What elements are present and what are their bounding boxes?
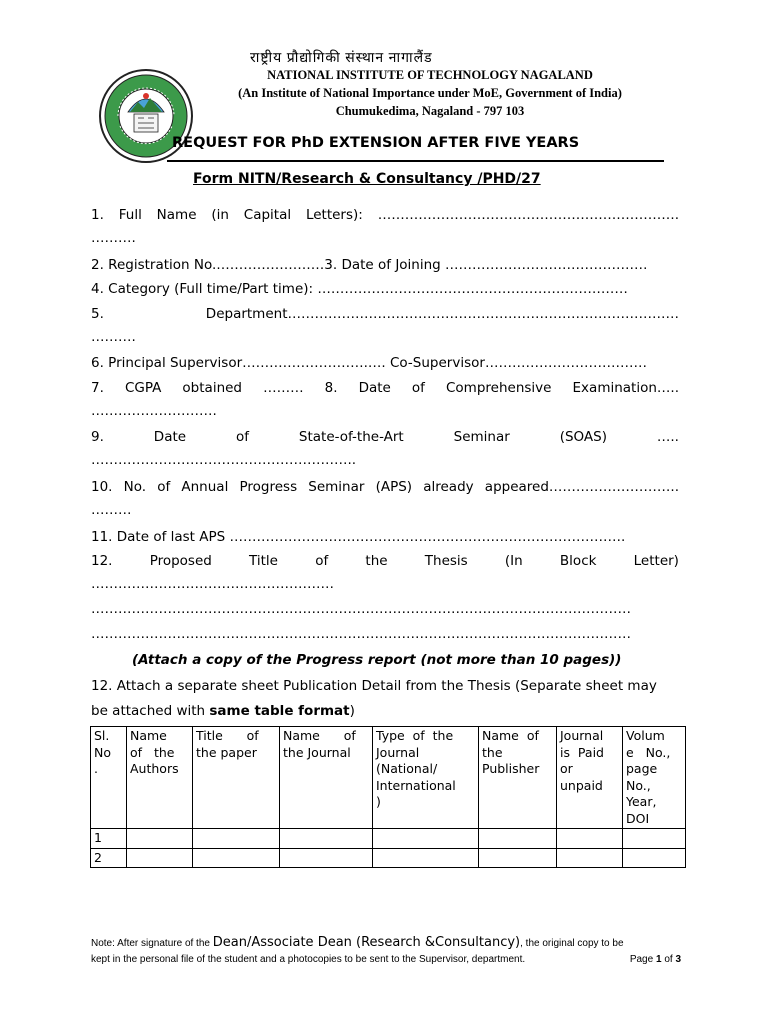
field-label-word: (in [211,207,229,223]
field-aps-continuation[interactable]: ……… [91,502,132,518]
table-cell[interactable] [127,848,193,868]
field-label-word: obtained [182,380,242,396]
field-number: 9. [91,429,104,445]
field-blank[interactable]: Department…………………………………………………………………………… [205,306,679,322]
field-label-word: CGPA [124,380,162,396]
header-text: Sl. [94,728,110,743]
header-text: No [94,744,111,760]
instruction-text: be attached with [91,703,210,719]
header-text: . [94,761,98,776]
header-text: Type of the [376,728,454,743]
table-header-row [91,727,686,829]
note-text: Note: After signature of the [91,938,213,949]
field-number: 12. [91,553,113,569]
header-text: Name of [482,728,539,743]
header-text: (National/ [376,761,438,776]
column-header-publisher [479,727,557,829]
title-divider [167,160,664,162]
header-text: Journal [376,744,420,760]
header-text: Name [130,728,167,743]
header-text: e No., [626,744,671,760]
field-soas-continuation[interactable]: ………………………………………………….. [91,452,357,468]
header-text: No., [626,777,651,793]
field-label-word: Name [156,207,197,223]
table-cell[interactable] [280,848,373,868]
table-cell[interactable] [127,829,193,849]
field-label-word: Date [358,380,391,396]
column-header-volume-doi [623,727,686,829]
field-soas-date[interactable] [91,427,679,447]
field-department-continuation[interactable]: ………. [91,329,136,345]
instruction-text: ) [349,703,355,719]
column-header-sl-no [91,727,127,829]
field-supervisors[interactable]: 6. Principal Supervisor……………………….…. Co-Supervisor……………………………… [91,355,647,371]
table-cell[interactable] [479,848,557,868]
table-cell[interactable] [479,829,557,849]
field-label-word: No. [123,479,147,495]
note-text: , the original copy to be [520,938,624,949]
field-label-word: (SOAS) [559,429,607,445]
footer-note [91,935,681,968]
field-full-name[interactable] [91,205,679,225]
field-label-word: Letters): [305,207,363,223]
table-cell[interactable] [623,848,686,868]
field-label-word: Seminar [308,479,365,495]
field-cgpa-comprehensive[interactable] [91,378,679,398]
field-label-word: Letter) [633,553,679,569]
header-text: Journal [560,728,604,743]
publication-instruction-line-2 [91,701,679,721]
header-text: Year, [626,794,657,809]
header-text: Title of [196,728,259,743]
institute-address: Chumukedima, Nagaland - 797 103 [335,104,525,118]
field-label-word: of [315,553,329,569]
note-emphasis: Dean/Associate Dean (Research &Consultancy) [212,935,521,950]
field-category[interactable]: 4. Category (Full time/Part time): …………………………………………………………… [91,281,628,297]
header-text: or [560,761,573,776]
table-cell[interactable] [623,829,686,849]
footer-note-line-2 [91,952,681,968]
header-text: Publisher [482,761,540,776]
column-header-journal-type [373,727,479,829]
field-department[interactable] [91,304,679,324]
table-row [91,848,686,868]
field-label-word: (In [504,553,523,569]
field-label-word: Capital [243,207,292,223]
field-number: 1. [91,207,104,223]
page-of: of [664,954,673,965]
field-label-word: already [423,479,474,495]
header-text: ) [376,794,381,809]
column-header-paid-unpaid [557,727,623,829]
field-label-word: Date [153,429,187,445]
header-text: unpaid [560,777,603,793]
row-number: 1 [91,829,127,849]
field-label-word: of [157,479,171,495]
institute-subtitle: (An Institute of National Importance under MoE, Government of India) [238,86,622,100]
field-number: 7. [91,380,104,396]
form-title: REQUEST FOR PhD EXTENSION AFTER FIVE YEARS [172,135,580,151]
field-label-word: Seminar [453,429,510,445]
header-text: International [376,777,456,793]
field-label-word: the [365,553,388,569]
table-cell[interactable] [557,829,623,849]
header-text: Name of [283,728,356,743]
column-header-journal-name [280,727,373,829]
field-blank[interactable]: …………………………………………………………. [377,207,679,223]
field-last-aps-date[interactable]: 11. Date of last APS ……………………………………………………………………………. [91,529,626,545]
row-number: 2 [91,848,127,868]
field-label-word: Title [249,553,278,569]
table-cell[interactable] [193,829,280,849]
field-label-word: Full [118,207,142,223]
table-cell[interactable] [373,829,479,849]
field-thesis-title[interactable] [91,551,679,571]
field-label-word: of [411,380,425,396]
field-label-word: Proposed [149,553,212,569]
page-indicator [630,952,681,968]
header-text: Volum [626,728,665,743]
header-text: page [626,761,658,776]
column-header-authors [127,727,193,829]
field-blank[interactable]: ……… [263,380,304,396]
header-text: is Paid [560,744,604,760]
field-blank[interactable]: ….. [656,429,679,445]
field-blank[interactable]: appeared……………………….. [484,479,679,495]
field-comprehensive-continuation[interactable]: ………………………. [91,403,217,419]
table-cell[interactable] [280,829,373,849]
institute-name-hindi: राष्ट्रीय प्रौद्योगिकी संस्थान नागालैंड [250,51,433,66]
field-full-name-continuation[interactable]: ………. [91,230,136,246]
field-label-word: State-of-the-Art [298,429,404,445]
table-cell[interactable] [557,848,623,868]
column-header-paper-title [193,727,280,829]
field-aps-count[interactable] [91,477,679,497]
field-label-word: Annual [181,479,229,495]
attach-progress-report-note: (Attach a copy of the Progress report (not more than 10 pages)) [132,652,622,668]
field-label-word: (APS) [375,479,413,495]
footer-note-line-1 [91,935,681,952]
field-number: 10. [91,479,113,495]
header-text: the paper [196,744,257,760]
note-text: kept in the personal file of the student and a photocopies to be sent to the Supervisor, department. [91,954,526,965]
field-number: 5. [91,306,104,322]
form-number: Form NITN/Research & Consultancy /PHD/27 [193,171,541,187]
field-label-word: Block [559,553,597,569]
instruction-emphasis: same table format [209,703,350,719]
table-row [91,829,686,849]
publication-instruction-line-1: 12. Attach a separate sheet Publication Detail from the Thesis (Separate sheet may [91,678,657,694]
page-current: 1 [655,954,662,965]
field-thesis-title-line-3[interactable]: ………………………………………………………………………………………………………… [91,626,631,642]
field-registration-joining[interactable]: 2. Registration No.……………………3. Date of Joining ……………………………………… [91,257,648,273]
field-number: 8. [324,380,338,396]
field-label-word: Thesis [424,553,468,569]
field-thesis-title-line-2[interactable]: ………………………………………………………………………………………………………… [91,601,631,617]
header-text: DOI [626,810,650,826]
field-label-word: of [235,429,249,445]
field-label-word: Progress [239,479,298,495]
publication-table [90,726,686,868]
header-text: the [482,744,503,760]
field-thesis-title-line-1[interactable]: ……………………………………………… [91,576,334,592]
table-cell[interactable] [373,848,479,868]
header-text: of the [130,744,175,760]
table-cell[interactable] [193,848,280,868]
page-total: 3 [675,954,681,965]
header-text: the Journal [283,744,351,760]
institute-name: NATIONAL INSTITUTE OF TECHNOLOGY NAGALAND [267,68,593,82]
page-label: Page [629,954,654,965]
header-text: Authors [130,761,179,776]
field-label-word: Comprehensive [446,380,552,396]
field-blank[interactable]: Examination….. [572,380,679,396]
